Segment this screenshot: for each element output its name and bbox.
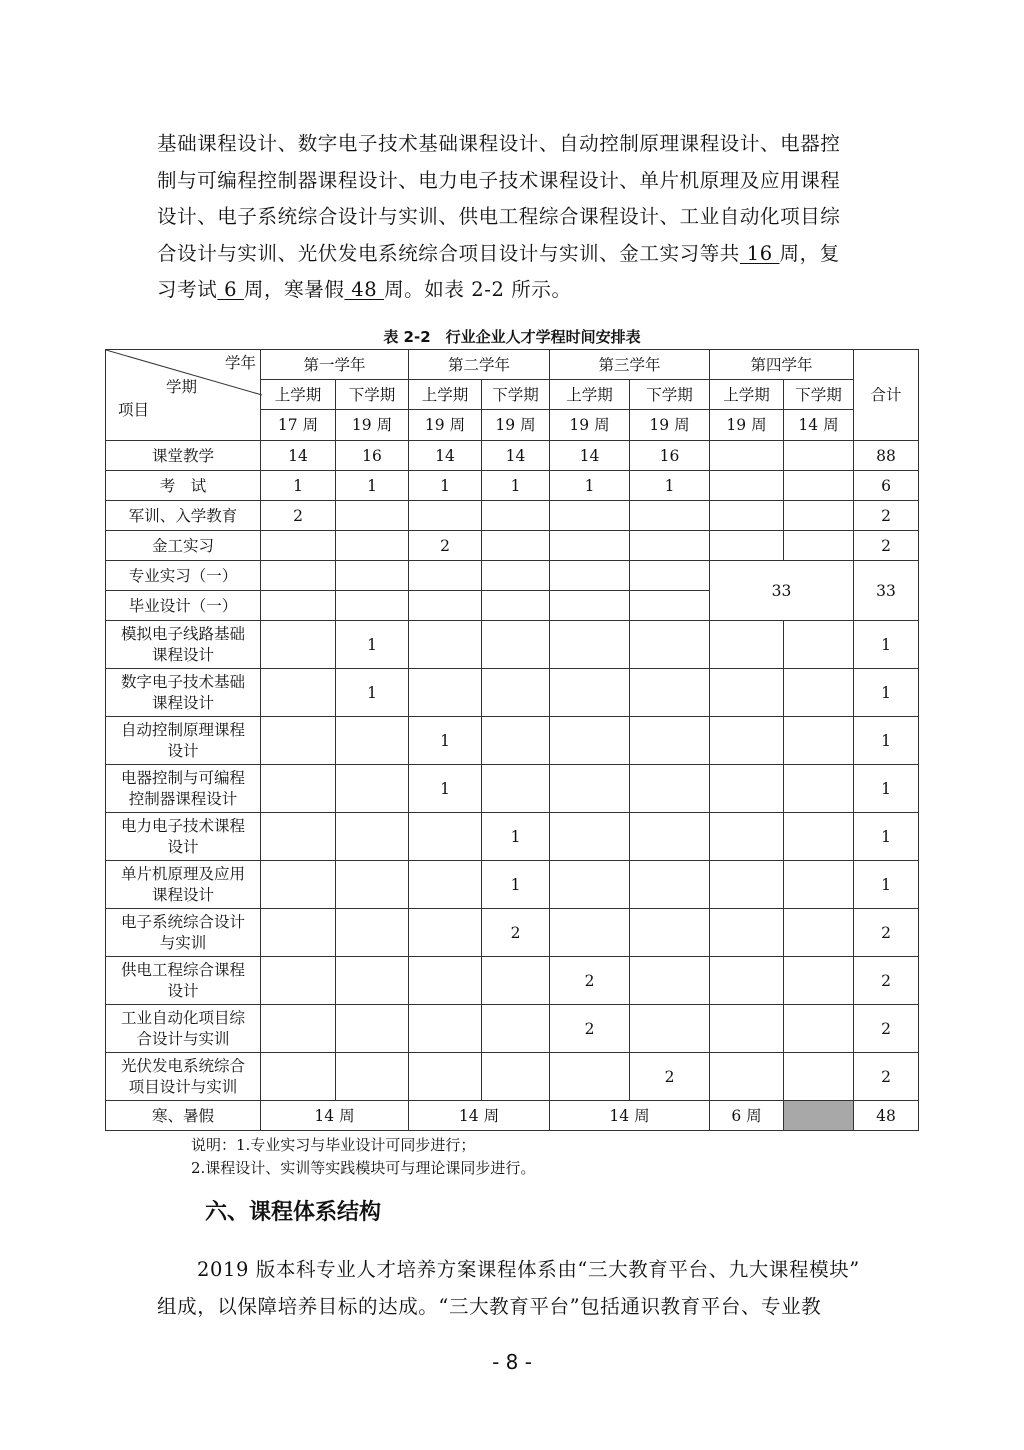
cell	[710, 471, 784, 501]
row-item-line: 合设计与实训	[136, 1029, 230, 1048]
cell	[550, 1053, 630, 1101]
table-caption: 表 2-2 行业企业人才学程时间安排表	[383, 328, 641, 346]
semester-header: 上学期	[550, 380, 630, 410]
cell	[409, 1005, 482, 1053]
row-item-line: 课程设计	[151, 885, 214, 904]
cell	[482, 561, 550, 591]
row-item-line: 光伏发电系统综合	[120, 1056, 245, 1075]
row-item-line: 供电工程综合课程	[120, 960, 245, 979]
exam-weeks: 6	[217, 278, 244, 301]
cell	[710, 441, 784, 471]
table-row	[106, 957, 919, 1005]
intro-line	[157, 236, 871, 273]
schedule-table	[105, 349, 919, 1131]
intro-line: 基础课程设计、数字电子技术基础课程设计、自动控制原理课程设计、电器控	[157, 132, 841, 155]
cell	[261, 861, 336, 909]
cell	[784, 471, 854, 501]
cell	[336, 1005, 409, 1053]
cell	[550, 717, 630, 765]
row-item	[106, 861, 261, 909]
cell: 2	[550, 957, 630, 1005]
cell	[261, 717, 336, 765]
row-item-line: 与实训	[159, 933, 207, 952]
row-total: 1	[854, 765, 919, 813]
cell	[409, 861, 482, 909]
row-item: 考 试	[106, 471, 261, 501]
cell	[336, 531, 409, 561]
cell	[784, 1053, 854, 1101]
table-row	[106, 1101, 919, 1131]
shaded-cell	[784, 1101, 854, 1131]
cell	[630, 909, 710, 957]
table-row	[106, 765, 919, 813]
year-header: 第四学年	[710, 350, 854, 380]
cell: 2	[550, 1005, 630, 1053]
semester-header: 上学期	[261, 380, 336, 410]
cell	[261, 909, 336, 957]
row-item-line: 电器控制与可编程	[120, 768, 245, 787]
year4-internship-cell: 33	[710, 561, 854, 621]
cell	[630, 501, 710, 531]
row-item-line: 模拟电子线路基础	[120, 624, 245, 643]
cell	[336, 1053, 409, 1101]
cell: 1	[550, 471, 630, 501]
row-item	[106, 1005, 261, 1053]
cell	[784, 717, 854, 765]
cell	[261, 669, 336, 717]
cell	[261, 1053, 336, 1101]
row-total: 1	[854, 669, 919, 717]
intro-text: 合设计与实训、光伏发电系统综合项目设计与实训、金工实习等共	[157, 241, 740, 265]
table-row	[106, 441, 919, 471]
cell	[550, 909, 630, 957]
row-item-line: 工业自动化项目综	[120, 1008, 245, 1027]
semester-header: 上学期	[409, 380, 482, 410]
table-row	[106, 717, 919, 765]
semester-weeks: 17 周	[261, 410, 336, 441]
row-item-line: 设计	[167, 837, 199, 856]
table-row	[106, 861, 919, 909]
cell	[784, 909, 854, 957]
cell	[482, 957, 550, 1005]
cell	[550, 861, 630, 909]
cell: 1	[336, 471, 409, 501]
outro-paragraph	[157, 1252, 871, 1325]
row-total: 2	[854, 1053, 919, 1101]
cell	[482, 717, 550, 765]
cell	[784, 765, 854, 813]
intro-line: 设计、电子系统综合设计与实训、供电工程综合课程设计、工业自动化项目综	[157, 205, 841, 228]
cell	[336, 861, 409, 909]
table-corner-header	[106, 350, 261, 441]
table-notes	[191, 1134, 535, 1180]
outro-line: 2019 版本科专业人才培养方案课程体系由“三大教育平台、九大课程模块”	[197, 1258, 860, 1281]
cell: 1	[630, 471, 710, 501]
practice-weeks: 16	[739, 241, 780, 265]
intro-paragraph	[157, 126, 871, 309]
table-row	[106, 669, 919, 717]
semester-header: 下学期	[630, 380, 710, 410]
row-total: 1	[854, 861, 919, 909]
cell	[336, 717, 409, 765]
cell	[630, 861, 710, 909]
cell	[409, 1053, 482, 1101]
semester-header: 上学期	[710, 380, 784, 410]
row-total: 48	[854, 1101, 919, 1131]
row-item	[106, 957, 261, 1005]
table-row	[106, 501, 919, 531]
semester-weeks: 19 周	[550, 410, 630, 441]
cell	[336, 561, 409, 591]
table-row	[106, 561, 919, 591]
corner-semester-label: 学期	[166, 378, 198, 396]
cell	[261, 957, 336, 1005]
table-row	[106, 813, 919, 861]
cell	[336, 909, 409, 957]
cell	[630, 1005, 710, 1053]
cell	[409, 621, 482, 669]
semester-weeks: 14 周	[784, 410, 854, 441]
cell	[550, 591, 630, 621]
cell	[482, 1053, 550, 1101]
cell	[710, 531, 784, 561]
cell	[784, 621, 854, 669]
cell	[261, 813, 336, 861]
section-heading: 六、课程体系结构	[205, 1200, 382, 1225]
row-item: 专业实习（一）	[106, 561, 261, 591]
row-total: 1	[854, 621, 919, 669]
corner-year-label: 学年	[224, 354, 256, 372]
cell	[710, 669, 784, 717]
intro-text: 周，寒暑假	[243, 278, 345, 301]
cell	[784, 501, 854, 531]
row-item-line: 数字电子技术基础	[120, 672, 245, 691]
year-header: 第二学年	[409, 350, 550, 380]
row-item-line: 项目设计与实训	[128, 1077, 238, 1096]
row-item-line: 控制器课程设计	[128, 789, 238, 808]
row-total: 33	[854, 561, 919, 621]
cell: 1	[336, 669, 409, 717]
cell	[550, 621, 630, 669]
outro-line: 组成，以保障培养目标的达成。“三大教育平台”包括通识教育平台、专业教	[157, 1294, 822, 1318]
row-item	[106, 1053, 261, 1101]
cell: 2	[630, 1053, 710, 1101]
cell	[630, 717, 710, 765]
row-total: 2	[854, 1005, 919, 1053]
row-total: 1	[854, 717, 919, 765]
cell	[630, 561, 710, 591]
cell: 14	[409, 441, 482, 471]
cell	[710, 957, 784, 1005]
cell	[630, 531, 710, 561]
row-item: 寒、暑假	[106, 1101, 261, 1131]
semester-header: 下学期	[482, 380, 550, 410]
cell	[710, 909, 784, 957]
cell	[630, 765, 710, 813]
cell	[482, 501, 550, 531]
cell	[710, 765, 784, 813]
cell	[261, 591, 336, 621]
cell	[261, 561, 336, 591]
cell	[261, 1005, 336, 1053]
table-row	[106, 1005, 919, 1053]
cell	[710, 861, 784, 909]
cell: 2	[261, 501, 336, 531]
cell	[336, 501, 409, 531]
cell	[710, 717, 784, 765]
intro-line	[157, 272, 871, 309]
cell: 1	[482, 813, 550, 861]
cell	[482, 591, 550, 621]
semester-weeks: 19 周	[482, 410, 550, 441]
cell	[336, 957, 409, 1005]
cell	[784, 441, 854, 471]
holiday-cell: 14 周	[550, 1101, 710, 1131]
row-total: 2	[854, 501, 919, 531]
cell	[409, 561, 482, 591]
year-header: 第一学年	[261, 350, 409, 380]
row-item	[106, 621, 261, 669]
cell: 1	[482, 861, 550, 909]
cell	[784, 861, 854, 909]
cell	[550, 813, 630, 861]
cell: 14	[261, 441, 336, 471]
row-item: 军训、入学教育	[106, 501, 261, 531]
row-item: 金工实习	[106, 531, 261, 561]
row-total: 88	[854, 441, 919, 471]
cell	[710, 501, 784, 531]
holiday-cell: 14 周	[409, 1101, 550, 1131]
row-item	[106, 909, 261, 957]
cell	[784, 1005, 854, 1053]
cell	[784, 957, 854, 1005]
cell	[630, 813, 710, 861]
cell	[261, 621, 336, 669]
table-row	[106, 621, 919, 669]
cell	[550, 501, 630, 531]
cell	[409, 813, 482, 861]
holiday-cell: 6 周	[710, 1101, 784, 1131]
row-item-line: 设计	[167, 981, 199, 1000]
cell	[784, 669, 854, 717]
holiday-cell: 14 周	[261, 1101, 409, 1131]
row-total: 6	[854, 471, 919, 501]
cell	[261, 531, 336, 561]
row-item-line: 设计	[167, 741, 199, 760]
cell	[409, 501, 482, 531]
cell: 1	[261, 471, 336, 501]
cell: 16	[630, 441, 710, 471]
cell	[261, 765, 336, 813]
total-header: 合计	[854, 350, 919, 441]
corner-item-label: 项目	[118, 401, 150, 419]
page-number: - 8 -	[492, 1350, 532, 1374]
cell	[409, 591, 482, 621]
holiday-weeks: 48	[344, 278, 385, 301]
cell: 14	[550, 441, 630, 471]
row-total: 2	[854, 531, 919, 561]
cell	[784, 531, 854, 561]
note-line: 说明：1.专业实习与毕业设计可同步进行；	[191, 1136, 476, 1154]
cell	[710, 1005, 784, 1053]
cell: 16	[336, 441, 409, 471]
cell	[409, 957, 482, 1005]
intro-text: 习考试	[157, 278, 218, 301]
semester-header: 下学期	[336, 380, 409, 410]
cell	[550, 531, 630, 561]
table-row	[106, 1053, 919, 1101]
row-item	[106, 717, 261, 765]
cell	[630, 621, 710, 669]
semester-weeks: 19 周	[409, 410, 482, 441]
note-line: 2.课程设计、实训等实践模块可与理论课同步进行。	[191, 1159, 536, 1177]
row-item: 课堂教学	[106, 441, 261, 471]
cell	[550, 669, 630, 717]
cell	[336, 813, 409, 861]
semester-weeks: 19 周	[630, 410, 710, 441]
table-row	[106, 531, 919, 561]
intro-text: 周，复	[779, 241, 840, 265]
cell	[630, 957, 710, 1005]
year-header: 第三学年	[550, 350, 710, 380]
table-row	[106, 471, 919, 501]
cell	[710, 813, 784, 861]
row-total: 2	[854, 957, 919, 1005]
cell	[550, 765, 630, 813]
row-item-line: 自动控制原理课程	[120, 720, 245, 739]
row-item-line: 课程设计	[151, 645, 214, 664]
cell	[482, 1005, 550, 1053]
cell: 1	[336, 621, 409, 669]
cell	[710, 621, 784, 669]
row-item-line: 单片机原理及应用	[120, 864, 245, 883]
cell	[482, 531, 550, 561]
cell: 14	[482, 441, 550, 471]
cell: 1	[409, 471, 482, 501]
cell: 2	[409, 531, 482, 561]
intro-line: 制与可编程控制器课程设计、电力电子技术课程设计、单片机原理及应用课程	[157, 168, 841, 192]
cell	[482, 621, 550, 669]
table-row	[106, 909, 919, 957]
semester-weeks: 19 周	[336, 410, 409, 441]
cell: 1	[409, 717, 482, 765]
cell	[482, 669, 550, 717]
cell	[409, 669, 482, 717]
cell: 2	[482, 909, 550, 957]
cell	[784, 813, 854, 861]
cell	[336, 765, 409, 813]
cell	[630, 591, 710, 621]
row-item-line: 课程设计	[151, 693, 214, 712]
cell	[336, 591, 409, 621]
cell: 1	[482, 471, 550, 501]
row-total: 1	[854, 813, 919, 861]
cell	[550, 561, 630, 591]
cell	[710, 1053, 784, 1101]
semester-weeks: 19 周	[710, 410, 784, 441]
row-item-line: 电力电子技术课程	[120, 816, 245, 835]
row-item	[106, 669, 261, 717]
intro-text: 周。如表 2-2 所示。	[384, 278, 572, 301]
row-total: 2	[854, 909, 919, 957]
row-item: 毕业设计（一）	[106, 591, 261, 621]
cell	[482, 765, 550, 813]
row-item-line: 电子系统综合设计	[120, 912, 245, 931]
row-item	[106, 765, 261, 813]
row-item	[106, 813, 261, 861]
cell: 1	[409, 765, 482, 813]
cell	[409, 909, 482, 957]
semester-header: 下学期	[784, 380, 854, 410]
cell	[630, 669, 710, 717]
